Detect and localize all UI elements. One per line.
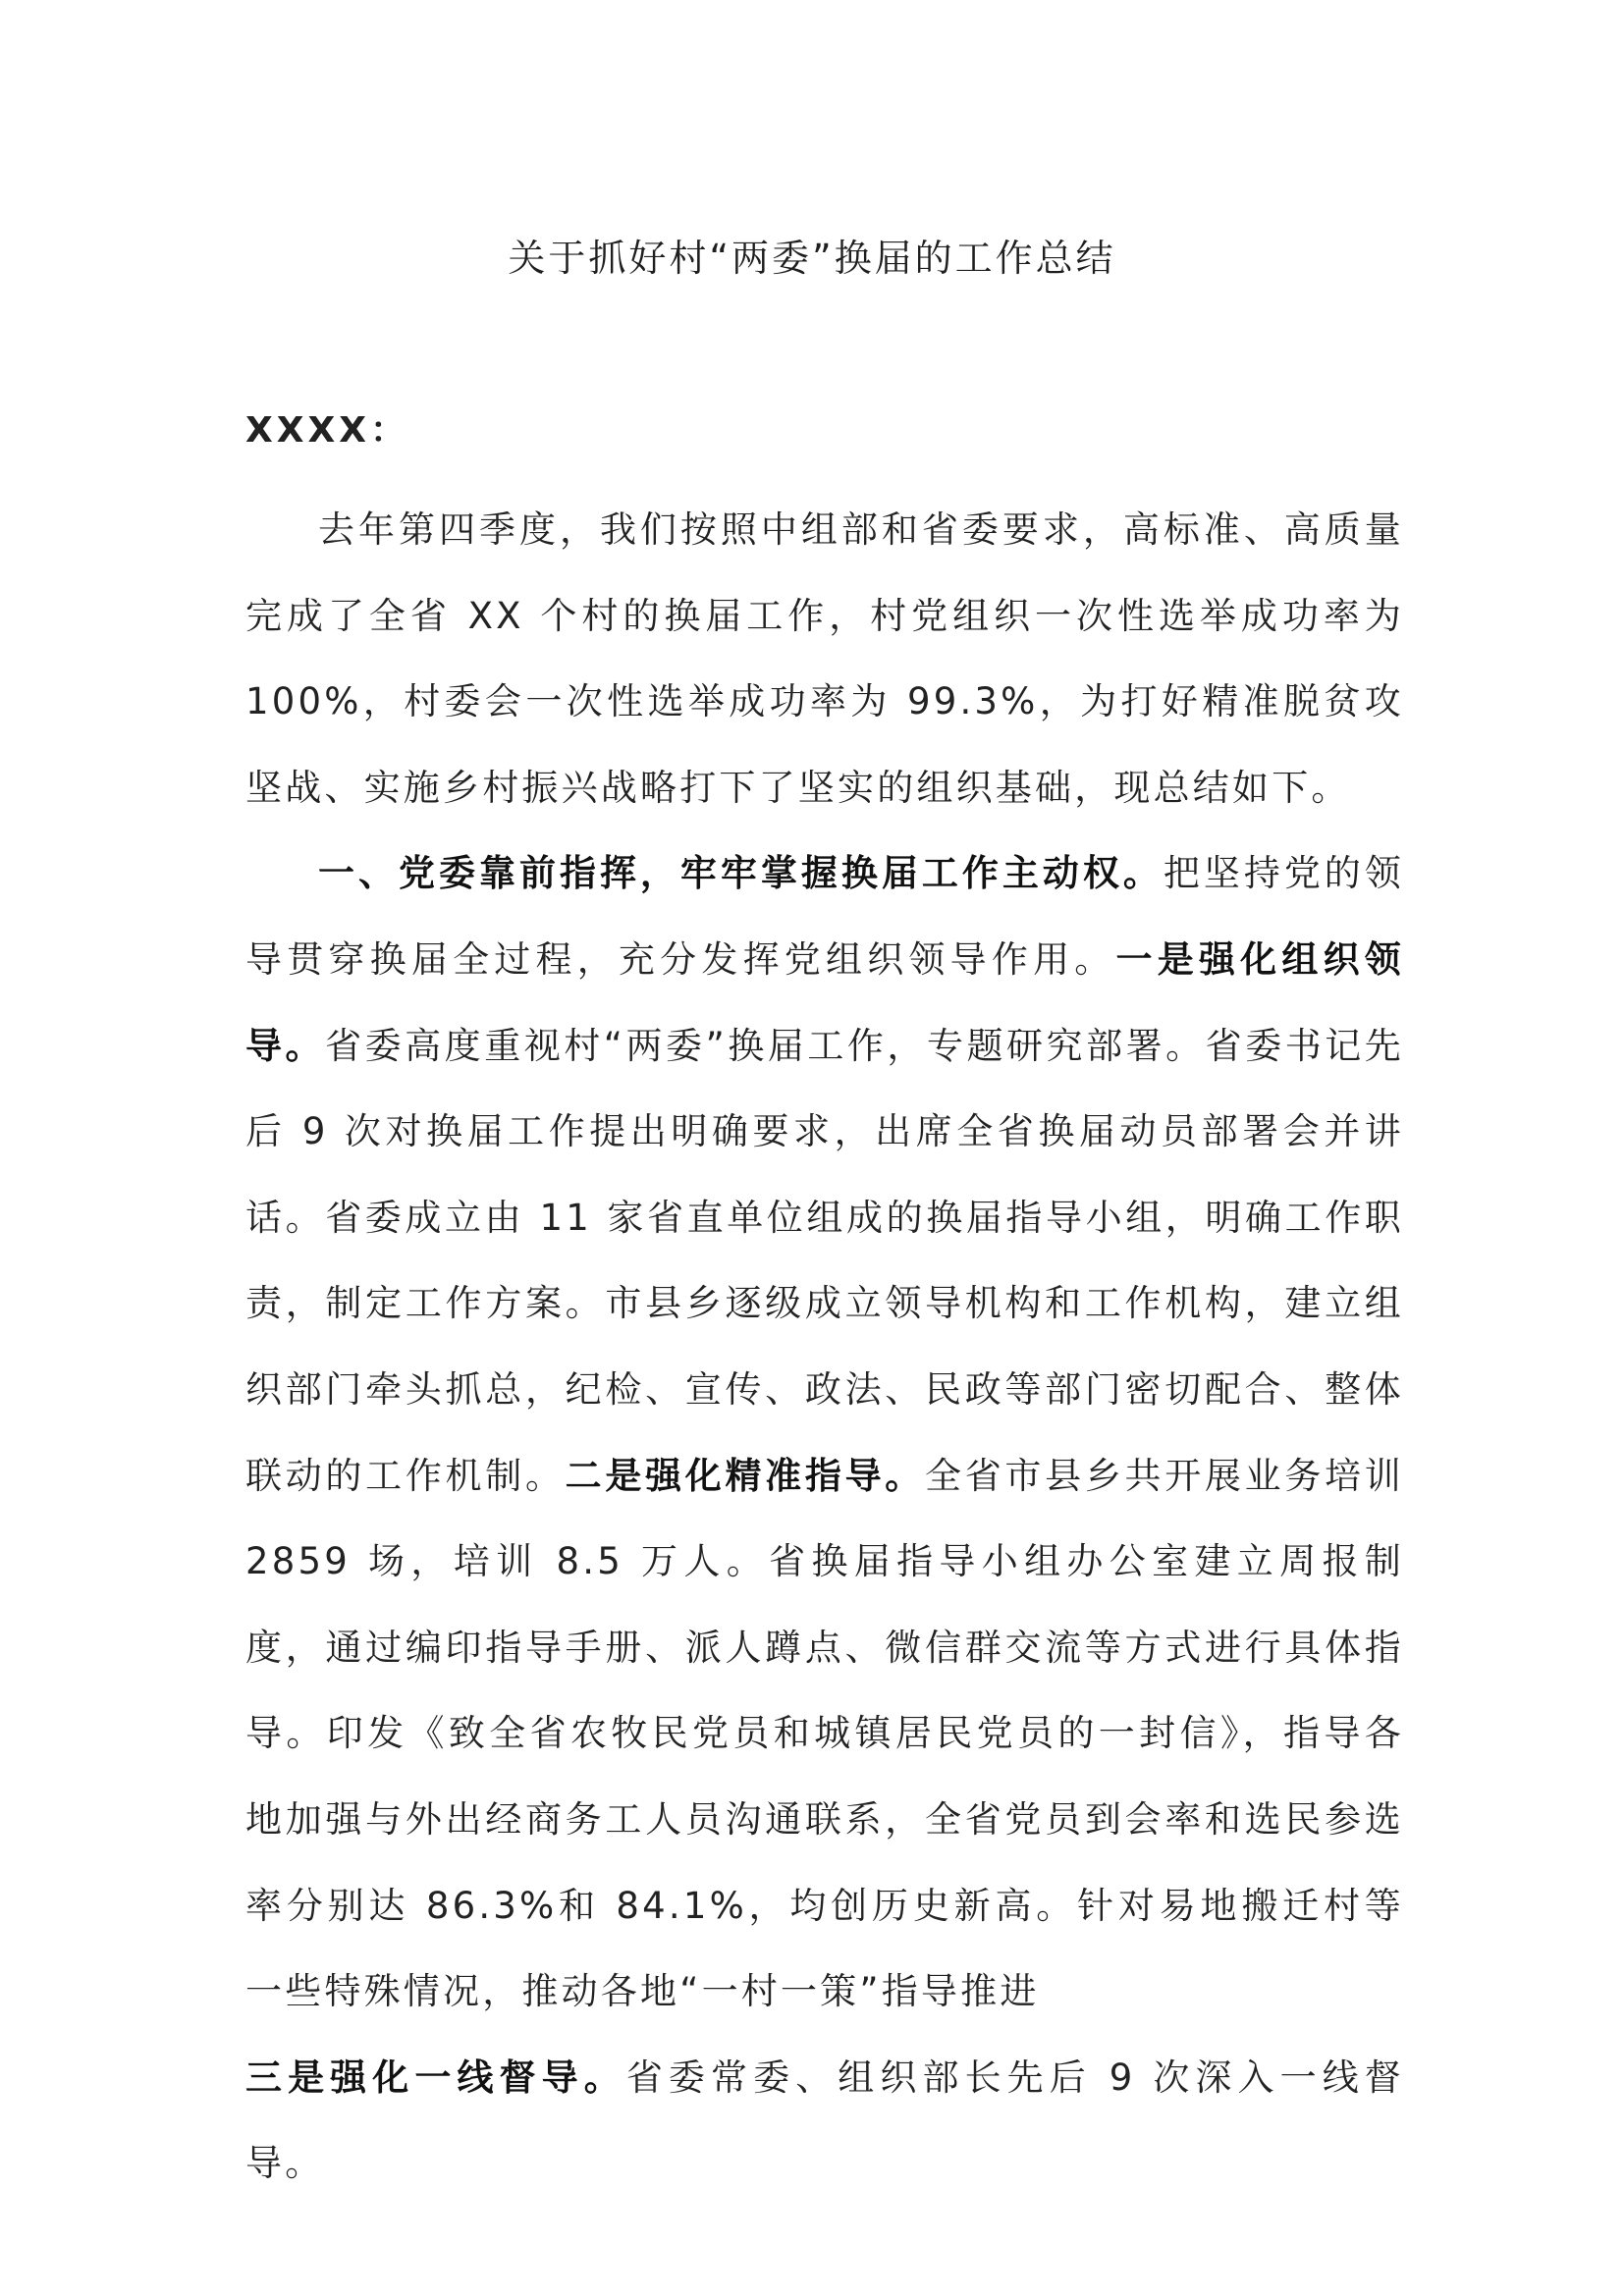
point-3-line xyxy=(245,2035,1404,2207)
point-3-label: 三是强化一线督导。 xyxy=(245,2056,626,2099)
document-title: 关于抓好村“两委”换届的工作总结 xyxy=(508,237,1116,280)
section-1-heading: 一、党委靠前指挥，牢牢掌握换届工作主动权。 xyxy=(318,852,1164,895)
point-2-text: 全省市县乡共开展业务培训 2859 场，培训 8.5 万人。省换届指导小组办公室建立周报制度，通过编印指导手册、派人蹲点、微信群交流等方式进行具体指导。印发《致全省农牧民党员和城镇居民党员的一封信》，指导各地加强与外出经商务工人员沟通联系，全省党员到会率和选民参选率分别达 86.3%和 84.1%，均创历史新高。针对易地搬迁村等一些特殊情况，推动各地“一村一策”指导推进 xyxy=(245,1454,1404,2013)
point-3-text: 省委常委、组织部长先后 9 次深入一线督导。 xyxy=(245,2056,1404,2185)
point-2-label: 二是强化精准指导。 xyxy=(565,1454,926,1497)
point-1-label: 一是强化组织领导。 xyxy=(245,937,1405,1067)
salutation: XXXX： xyxy=(245,410,410,451)
document-body xyxy=(245,487,1404,2207)
section-1-lead: 把坚持党的领导贯穿换届全过程，充分发挥党组织领导作用。 xyxy=(245,852,1405,981)
intro-paragraph: 去年第四季度，我们按照中组部和省委要求，高标准、高质量完成了全省 XX 个村的换届工作，村党组织一次性选举成功率为 100%，村委会一次性选举成功率为 99.3%，为打好精准脱贫攻坚战、实施乡村振兴战略打下了坚实的组织基础，现总结如下。 xyxy=(245,508,1404,809)
section-1-paragraph xyxy=(245,830,1404,2207)
point-1-text: 省委高度重视村“两委”换届工作，专题研究部署。省委书记先后 9 次对换届工作提出明确要求，出席全省换届动员部署会并讲话。省委成立由 11 家省直单位组成的换届指导小组，明确工作职责，制定工作方案。市县乡逐级成立领导机构和工作机构，建立组织部门牵头抓总，纪检、宣传、政法、民政等部门密切配合、整体联动的工作机制。 xyxy=(245,1024,1405,1497)
